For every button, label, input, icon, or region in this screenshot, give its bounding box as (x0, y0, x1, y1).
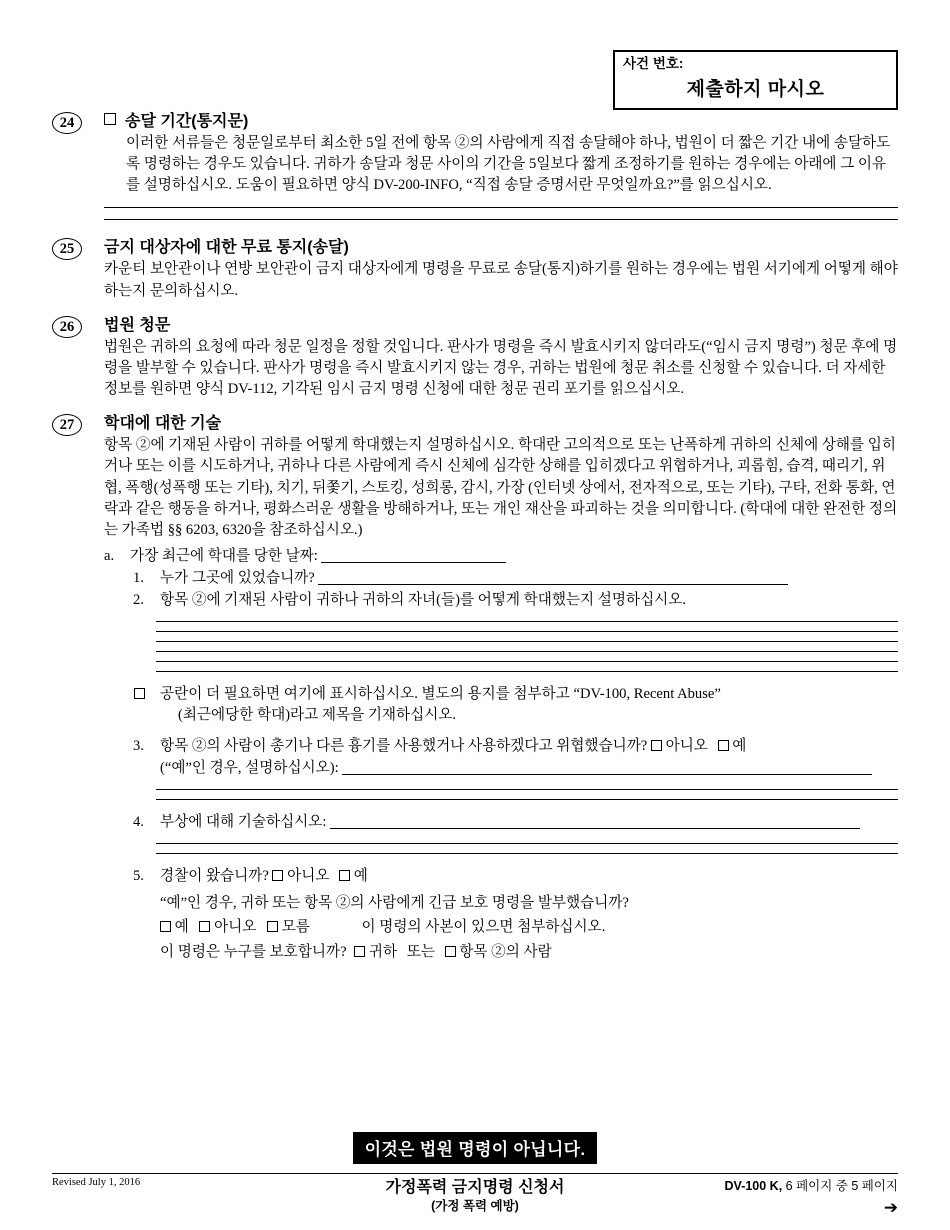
footer-form-title: 가정폭력 금지명령 신청서 (385, 1179, 565, 1196)
epo-unknown-label: 모름 (281, 919, 310, 936)
item-27a-2-marker: 2. (133, 591, 144, 608)
item-27a-3-explain-label: (“예”인 경우, 설명하십시오): (160, 759, 339, 776)
item-27a-1-input[interactable] (318, 570, 788, 585)
next-page-arrow-icon: ➔ (883, 1198, 898, 1217)
item-27a-attach-block (104, 684, 898, 726)
item-27a-5 (130, 866, 898, 965)
not-court-order-banner (0, 1132, 950, 1164)
epo-no-checkbox[interactable] (199, 921, 210, 932)
item-27a-4-lines (104, 843, 898, 854)
item-27a-4-label: 부상에 대해 기술하십시오: (160, 813, 327, 830)
item-25-heading-row (104, 238, 898, 258)
footer-form-subtitle: (가정 폭력 예방) (431, 1199, 519, 1213)
item-27a-2-label: 항목 ②에 기재된 사람이 귀하나 귀하의 자녀(들)를 어떻게 학대했는지 설명하십시오. (160, 591, 687, 608)
item-27-number: 27 (52, 414, 82, 436)
item-27a-label: 가장 최근에 학대를 당한 날짜: (130, 548, 318, 565)
footer-revised-date: Revised July 1, 2016 (52, 1177, 141, 1188)
item-27a-4 (130, 812, 898, 834)
weapon-explain-input[interactable] (342, 760, 872, 775)
describe-line-5[interactable] (156, 661, 898, 662)
item-26-heading-row (104, 316, 898, 336)
attach-checkbox[interactable] (134, 688, 145, 699)
item-27-body: 항목 ②에 기재된 사람이 귀하를 어떻게 학대했는지 설명하십시오. 학대란 고의적으로 또는 난폭하게 귀하의 신체에 상해를 입히거나 또는 이를 시도하거나, 귀하나 다른 사람에게 즉시 신체에 심각한 상해를 입히겠다고 위협하거나, 괴롭힘, 습격, 때리기, 위협, 폭행(성폭행 또는 기타), 치기, 뒤쫓기, 스토킹, 성희롱, 감시, 가장 (인터넷 상에서, 전자적으로, 또는 기타), 구타, 전화 통화, 연락과 같은 행동을 하거나, 평화스러운 생활을 방해하거나, 또는 개인 재산을 파괴하는 것을 의미합니다. (학대에 대한 완전한 정의는 가족법 §§ 6203, 6320을 참조하십시오.) (104, 437, 898, 538)
item-26-number: 26 (52, 316, 82, 338)
attach-text-line-1: 공란이 더 필요하면 여기에 표시하십시오. 별도의 용지를 첨부하고 “DV-100, Recent Abuse” (160, 685, 721, 702)
weapon-line-1[interactable] (156, 789, 898, 790)
item-24 (52, 112, 898, 220)
item-27a-marker: a. (104, 548, 115, 565)
injury-line-1[interactable] (156, 843, 898, 844)
epo-protects-label: 이 명령은 누구를 보호합니까? (160, 944, 347, 961)
protects-person2-label: 항목 ②의 사람 (459, 944, 552, 961)
item-27-heading: 학대에 대한 기술 (104, 415, 222, 433)
describe-line-3[interactable] (156, 641, 898, 642)
form-items (52, 112, 898, 975)
item-24-checkbox[interactable] (104, 113, 116, 125)
weapon-no-checkbox[interactable] (651, 740, 662, 751)
epo-question: “예”인 경우, 귀하 또는 항목 ②의 사람에게 긴급 보호 명령을 발부했습니까? (160, 894, 629, 911)
item-26-body: 법원은 귀하의 요청에 따라 청문 일정을 정할 것입니다. 판사가 명령을 즉시 발효시키지 않더라도(“임시 금지 명령”) 청문 후에 명령을 발부할 수 있습니다. 판사가 명령을 즉시 발효시키지 않는 경우, 귀하는 법원에 청문 취소를 신청할 수 있습니다. 더 자세한 정보를 원하면 양식 DV-112, 기각된 임시 금지 명령 신청에 대한 청문 권리 포기를 읽으십시오. (104, 338, 898, 398)
item-25-heading: 금지 대상자에 대한 무료 통지(송달) (104, 239, 349, 257)
item-27 (52, 414, 898, 964)
case-number-box (613, 50, 898, 110)
case-number-value: 제출하지 마시오 (686, 79, 825, 101)
item-27a-1 (130, 568, 898, 590)
describe-line-2[interactable] (156, 631, 898, 632)
epo-no-label: 아니오 (214, 919, 257, 936)
item-27-heading-row (104, 414, 898, 434)
police-no-label: 아니오 (287, 867, 330, 884)
item-24-body: 이러한 서류들은 청문일로부터 최소한 5일 전에 항목 ②의 사람에게 직접 송달해야 하나, 법원이 더 짧은 기간 내에 송달하도록 명령하는 경우도 있습니다. 귀하가 송달과 청문 사이의 기간을 5일보다 짧게 조정하기를 원하는 경우에는 아래에 그 이유를 설명하십시오. 도움이 필요하면 양식 DV-200-INFO, “직접 송달 증명서란 무엇일까요?”를 읽으십시오. (126, 135, 891, 194)
weapon-yes-checkbox[interactable] (718, 740, 729, 751)
item-27a-5-label: 경찰이 왔습니까? (160, 867, 269, 884)
item-27a-1-label: 누가 그곳에 있었습니까? (160, 569, 315, 586)
item-27a-date-input[interactable] (321, 548, 506, 563)
epo-protects-row (160, 942, 898, 964)
item-27a-3-marker: 3. (133, 738, 144, 755)
item-27a-3 (130, 736, 898, 780)
protects-you-label: 귀하 (368, 944, 398, 961)
epo-attach-note: 이 명령의 사본이 있으면 첨부하십시오. (361, 919, 606, 936)
injury-line-2[interactable] (156, 853, 898, 854)
item-27a-3-explain-row (160, 758, 898, 780)
item-27a-1-marker: 1. (133, 569, 144, 586)
item-26 (52, 316, 898, 400)
epo-unknown-checkbox[interactable] (267, 921, 278, 932)
item-25-body: 카운티 보안관이나 연방 보안관이 금지 대상자에게 명령을 무료로 송달(통지)하기를 원하는 경우에는 법원 서기에게 어떻게 해야 하는지 문의하십시오. (104, 261, 898, 299)
epo-yes-label: 예 (174, 919, 189, 936)
injury-input[interactable] (330, 814, 860, 829)
item-27a-4-marker: 4. (133, 813, 144, 830)
protects-or-label: 또는 (406, 944, 435, 961)
weapon-yes-label: 예 (732, 738, 747, 755)
item-24-heading-row (104, 112, 898, 132)
describe-line-6[interactable] (156, 671, 898, 672)
item-27a-5-marker: 5. (133, 867, 144, 884)
item-27a-3-label: 항목 ②의 사람이 총기나 다른 흉기를 사용했거나 사용하겠다고 위협했습니까? (160, 738, 648, 755)
item-24-number: 24 (52, 112, 82, 134)
epo-yes-checkbox[interactable] (160, 921, 171, 932)
footer-form-code: DV-100 K, (724, 1179, 783, 1193)
item-25 (52, 238, 898, 301)
item-27a-2-lines (104, 621, 898, 672)
describe-line-4[interactable] (156, 651, 898, 652)
item-27a (104, 546, 898, 568)
police-no-checkbox[interactable] (272, 870, 283, 881)
weapon-line-2[interactable] (156, 799, 898, 800)
protects-you-checkbox[interactable] (354, 946, 365, 957)
epo-options-row (160, 917, 898, 939)
item-25-number: 25 (52, 238, 82, 260)
weapon-no-label: 아니오 (665, 738, 708, 755)
page-footer (52, 1174, 898, 1217)
describe-line-1[interactable] (156, 621, 898, 622)
item-26-heading: 법원 청문 (104, 316, 171, 334)
police-yes-checkbox[interactable] (339, 870, 350, 881)
footer-right-block (725, 1176, 898, 1216)
item-24-heading: 송달 기간(통지문) (125, 113, 249, 130)
attach-text-line-2: (최근에당한 학대)라고 제목을 기재하십시오. (178, 706, 457, 723)
item-24-write-line-1[interactable] (104, 207, 898, 208)
police-yes-label: 예 (353, 867, 368, 884)
case-number-label: 사건 번호: (623, 56, 684, 71)
item-24-write-line-2[interactable] (104, 219, 898, 220)
protects-person2-checkbox[interactable] (445, 946, 456, 957)
item-27a-2 (130, 590, 898, 612)
item-27a-3-lines (104, 789, 898, 800)
footer-page-info: 6 페이지 중 5 페이지 (785, 1179, 898, 1193)
not-court-order-text: 이것은 법원 명령이 아닙니다. (353, 1132, 598, 1164)
